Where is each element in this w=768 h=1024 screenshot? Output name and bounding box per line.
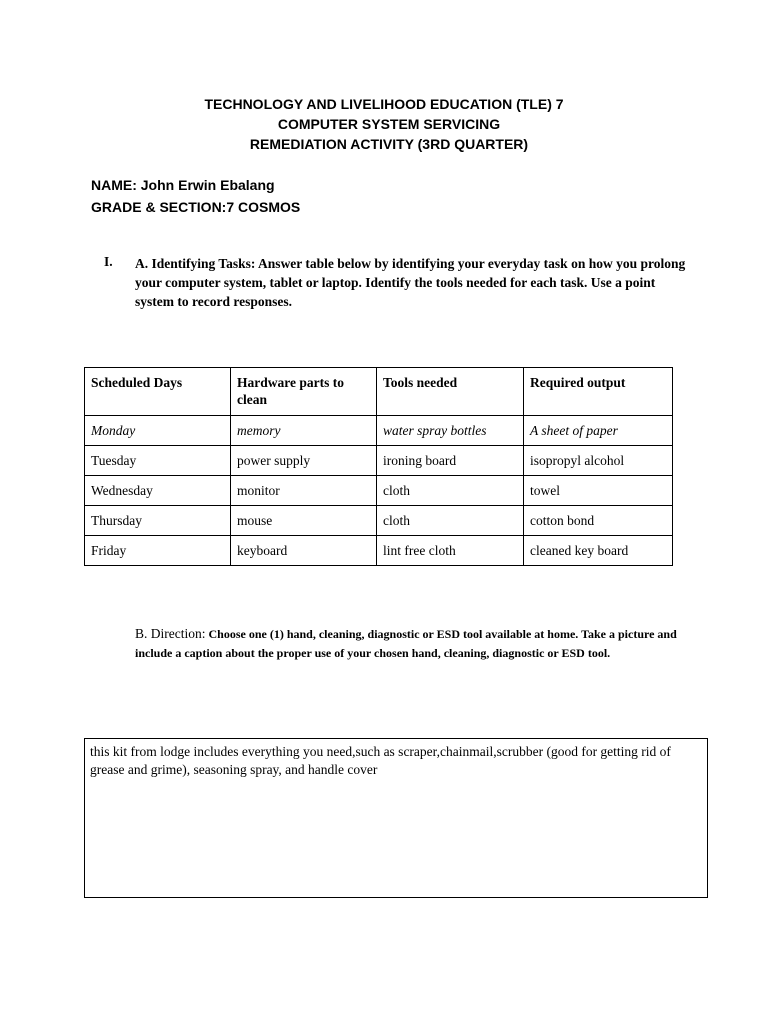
table-cell: A sheet of paper xyxy=(524,416,673,446)
header-cell: Scheduled Days xyxy=(85,368,231,416)
table-cell: monitor xyxy=(231,476,377,506)
caption-box xyxy=(84,738,708,898)
table-cell: Thursday xyxy=(85,506,231,536)
table-cell: Tuesday xyxy=(85,446,231,476)
table-header-row xyxy=(85,368,673,416)
table-cell: towel xyxy=(524,476,673,506)
table-cell: cleaned key board xyxy=(524,536,673,566)
table-cell: isopropyl alcohol xyxy=(524,446,673,476)
section-b-body: Choose one (1) hand, cleaning, diagnostic or ESD tool available at home. Take a picture and include a caption about the proper use of your chosen hand, cleaning, diagnostic or ESD tool. xyxy=(135,627,677,660)
table-cell: Wednesday xyxy=(85,476,231,506)
section-1-text xyxy=(135,254,695,311)
table-row-example xyxy=(85,416,673,446)
table-cell: mouse xyxy=(231,506,377,536)
header-subject: TECHNOLOGY AND LIVELIHOOD EDUCATION (TLE) 7 xyxy=(204,96,564,112)
table-row xyxy=(85,536,673,566)
student-name: NAME: John Erwin Ebalang xyxy=(91,177,275,193)
header-cell: Tools needed xyxy=(377,368,524,416)
table-cell: ironing board xyxy=(377,446,524,476)
caption-text: this kit from lodge includes everything you need,such as scraper,chainmail,scrubber (good for getting rid of grease and grime), seasoning spray, and handle cover xyxy=(90,744,671,777)
table-cell: water spray bottles xyxy=(377,416,524,446)
header-course: COMPUTER SYSTEM SERVICING xyxy=(277,116,501,132)
section-b-instructions xyxy=(135,625,680,662)
table-cell: cloth xyxy=(377,506,524,536)
tasks-table xyxy=(84,367,673,566)
table-cell: power supply xyxy=(231,446,377,476)
student-grade-section: GRADE & SECTION:7 COSMOS xyxy=(91,199,301,215)
table-cell: lint free cloth xyxy=(377,536,524,566)
table-row xyxy=(85,446,673,476)
table-cell: cloth xyxy=(377,476,524,506)
section-1-body: Answer table below by identifying your everyday task on how you prolong your computer system, tablet or laptop. Identify the tools needed for each task. Use a point system to record responses. xyxy=(135,256,686,309)
header-cell: Hardware parts to clean xyxy=(231,368,377,416)
section-number: I. xyxy=(104,254,113,269)
document-header xyxy=(0,94,768,154)
section-b-lead: B. Direction: xyxy=(135,626,206,641)
table-cell: cotton bond xyxy=(524,506,673,536)
section-1-lead: A. Identifying Tasks: xyxy=(135,256,256,271)
table-cell: keyboard xyxy=(231,536,377,566)
table-cell: memory xyxy=(231,416,377,446)
header-activity: REMEDIATION ACTIVITY (3RD QUARTER) xyxy=(249,136,529,152)
table-row xyxy=(85,506,673,536)
table-row xyxy=(85,476,673,506)
header-cell: Required output xyxy=(524,368,673,416)
table-cell: Friday xyxy=(85,536,231,566)
student-info xyxy=(91,174,300,218)
table-cell: Monday xyxy=(85,416,231,446)
